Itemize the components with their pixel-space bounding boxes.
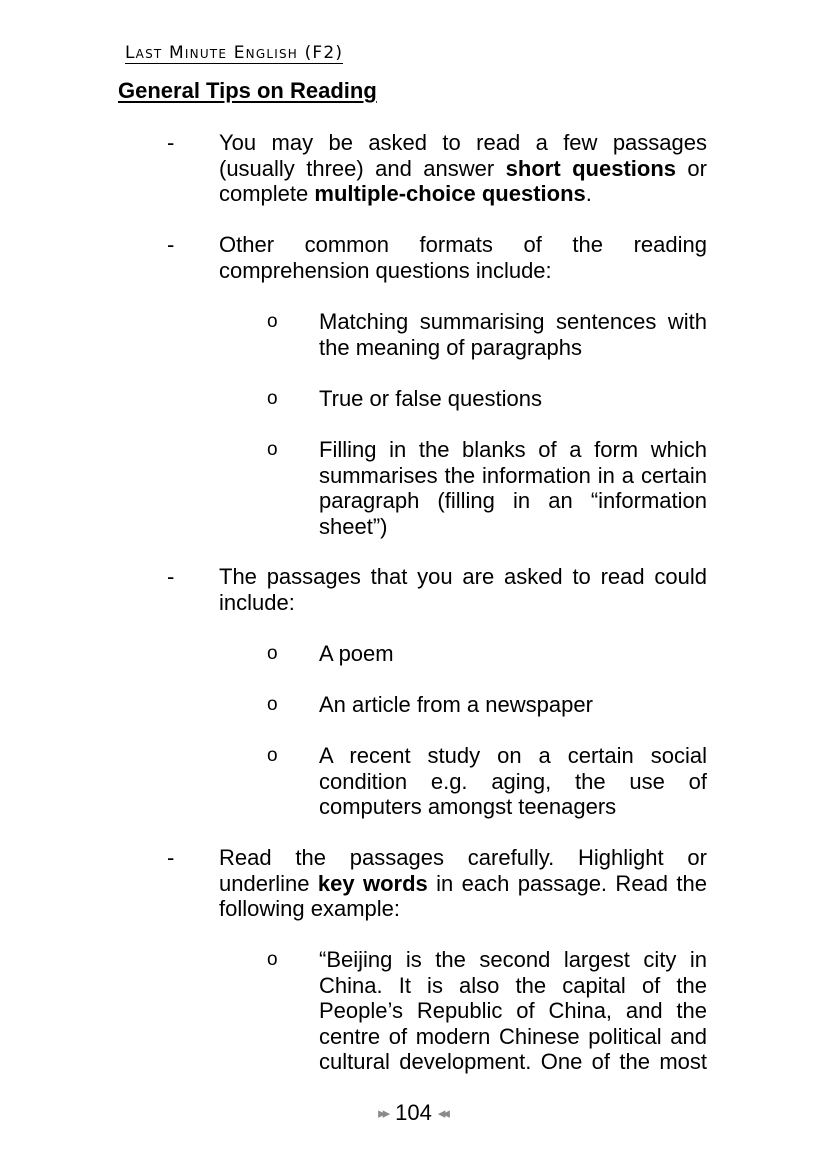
page-number: 104 xyxy=(395,1100,432,1125)
bullet-dash: - xyxy=(167,845,175,870)
double-arrow-left-icon: ◂◂ xyxy=(437,1105,447,1122)
sub-list-item-text: Filling in the blanks of a form which summarises the information in a certain paragraph (filling in an “information sheet”) xyxy=(319,437,707,539)
text-run: Read the passages carefully. Highlight or underline xyxy=(219,845,707,896)
text-run: in each passage. Read the following example: xyxy=(219,870,707,921)
sub-list-item xyxy=(319,641,707,667)
text-run: . xyxy=(585,181,592,206)
bullet-circle: o xyxy=(267,439,278,460)
list-item-text: The passages that you are asked to read could include: xyxy=(219,564,707,615)
sub-list-item xyxy=(319,437,707,539)
sub-list-item-text: “Beijing is the second largest city in China. It is also the capital of the People’s Republic of China, and the centre of modern Chinese political and cultural development. One of the most xyxy=(319,947,707,1074)
sub-list-item xyxy=(319,692,707,718)
bullet-dash: - xyxy=(167,232,175,257)
bullet-circle: o xyxy=(267,694,278,715)
list-item xyxy=(219,845,707,922)
page-footer xyxy=(0,1100,825,1127)
bullet-dash: - xyxy=(167,564,175,589)
list-item xyxy=(219,232,707,283)
section-title: General Tips on Reading xyxy=(118,78,377,103)
running-header: Last Minute English (F2) xyxy=(125,43,344,63)
list-item-text: Other common formats of the reading comprehension questions include: xyxy=(219,232,707,283)
sub-list-item xyxy=(319,309,707,360)
list-item-text xyxy=(219,845,707,922)
bullet-dash: - xyxy=(167,130,175,155)
sub-list-item-text: Matching summarising sentences with the meaning of paragraphs xyxy=(319,309,707,360)
sub-list-item-text: An article from a newspaper xyxy=(319,692,593,717)
sub-list-item xyxy=(319,947,707,1075)
bold-text: key words xyxy=(317,870,428,896)
text-run: You may be asked to read a few passages (usually three) and answer xyxy=(219,130,707,181)
sub-list-item-text: A recent study on a certain social condition e.g. aging, the use of computers amongst teenagers xyxy=(319,743,707,819)
text-run: or complete xyxy=(219,155,707,206)
sub-list-item xyxy=(319,386,707,412)
bullet-circle: o xyxy=(267,311,278,332)
bullet-circle: o xyxy=(267,949,278,970)
bullet-circle: o xyxy=(267,745,278,766)
sub-list-item xyxy=(319,743,707,820)
list-item-text xyxy=(219,130,707,207)
sub-list-item-text: A poem xyxy=(319,641,394,666)
bullet-circle: o xyxy=(267,643,278,664)
sub-list-item-text: True or false questions xyxy=(319,386,542,411)
list-item xyxy=(219,564,707,615)
bullet-circle: o xyxy=(267,388,278,409)
bold-text: multiple-choice questions xyxy=(314,181,586,206)
double-arrow-right-icon: ▸▸ xyxy=(378,1105,388,1122)
bold-text: short questions xyxy=(505,155,676,181)
list-item xyxy=(219,130,707,207)
